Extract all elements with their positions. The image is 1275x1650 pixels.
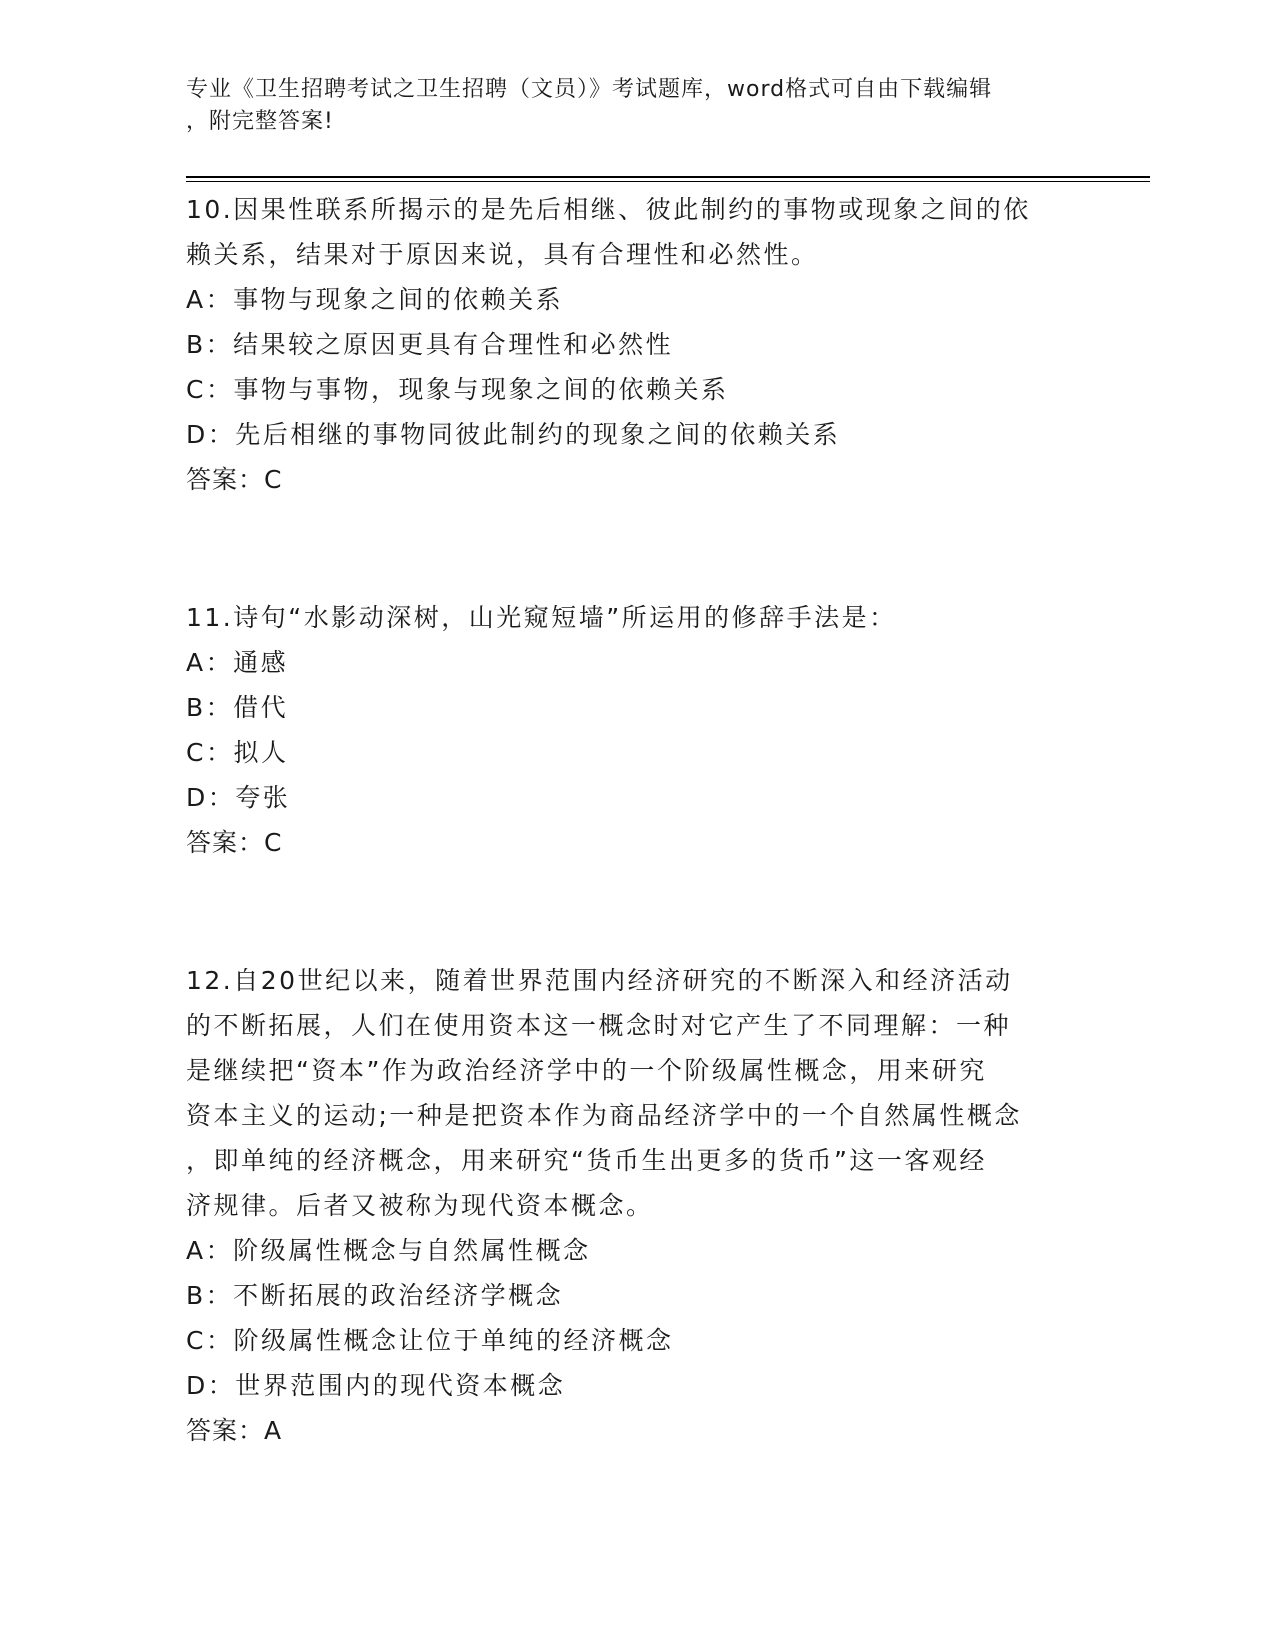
- stem-line: 12.自20世纪以来，随着世界范围内经济研究的不断深入和经济活动: [186, 966, 1013, 995]
- option-d: D：世界范围内的现代资本概念: [186, 1371, 566, 1400]
- header-divider-thick: [186, 176, 1150, 178]
- question-spacer: [186, 865, 1076, 957]
- question-spacer: [186, 502, 1076, 594]
- option-a: A：阶级属性概念与自然属性概念: [186, 1236, 591, 1265]
- question-stem: [186, 186, 1076, 277]
- stem-line: 是继续把“资本”作为政治经济学中的一个阶级属性概念，用来研究: [186, 1056, 987, 1085]
- stem-line: 11.诗句“水影动深树，山光窥短墙”所运用的修辞手法是：: [186, 603, 897, 632]
- question-11: [186, 594, 1076, 865]
- document-header: [186, 74, 1066, 138]
- stem-line: 的不断拓展，人们在使用资本这一概念时对它产生了不同理解：一种: [186, 1011, 1012, 1040]
- stem-line: 资本主义的运动;一种是把资本作为商品经济学中的一个自然属性概念: [186, 1101, 1022, 1130]
- option-a: A：通感: [186, 648, 289, 677]
- option-d: D：夸张: [186, 783, 291, 812]
- stem-line: 赖关系，结果对于原因来说，具有合理性和必然性。: [186, 240, 819, 269]
- header-line-1: 专业《卫生招聘考试之卫生招聘（文员）》考试题库，word格式可自由下载编辑: [186, 77, 993, 102]
- option-c: C：拟人: [186, 738, 289, 767]
- question-stem: [186, 957, 1076, 1228]
- option-b: B：借代: [186, 693, 289, 722]
- question-12: [186, 957, 1076, 1453]
- stem-line: 济规律。后者又被称为现代资本概念。: [186, 1191, 654, 1220]
- answer-line: 答案：C: [186, 465, 283, 494]
- question-10: [186, 186, 1076, 502]
- option-b: B：不断拓展的政治经济学概念: [186, 1281, 564, 1310]
- answer-line: 答案：C: [186, 828, 283, 857]
- header-line-2: ，附完整答案!: [186, 109, 334, 134]
- stem-line: 10.因果性联系所揭示的是先后相继、彼此制约的事物或现象之间的依: [186, 195, 1031, 224]
- option-c: C：阶级属性概念让位于单纯的经济概念: [186, 1326, 674, 1355]
- option-c: C：事物与事物，现象与现象之间的依赖关系: [186, 375, 729, 404]
- option-a: A：事物与现象之间的依赖关系: [186, 285, 564, 314]
- stem-line: ，即单纯的经济概念，用来研究“货币生出更多的货币”这一客观经: [186, 1146, 987, 1175]
- option-b: B：结果较之原因更具有合理性和必然性: [186, 330, 674, 359]
- header-divider-thin: [186, 181, 1150, 182]
- answer-line: 答案：A: [186, 1416, 283, 1445]
- option-d: D：先后相继的事物同彼此制约的现象之间的依赖关系: [186, 420, 841, 449]
- question-stem: [186, 594, 1076, 640]
- question-list: [186, 186, 1076, 1453]
